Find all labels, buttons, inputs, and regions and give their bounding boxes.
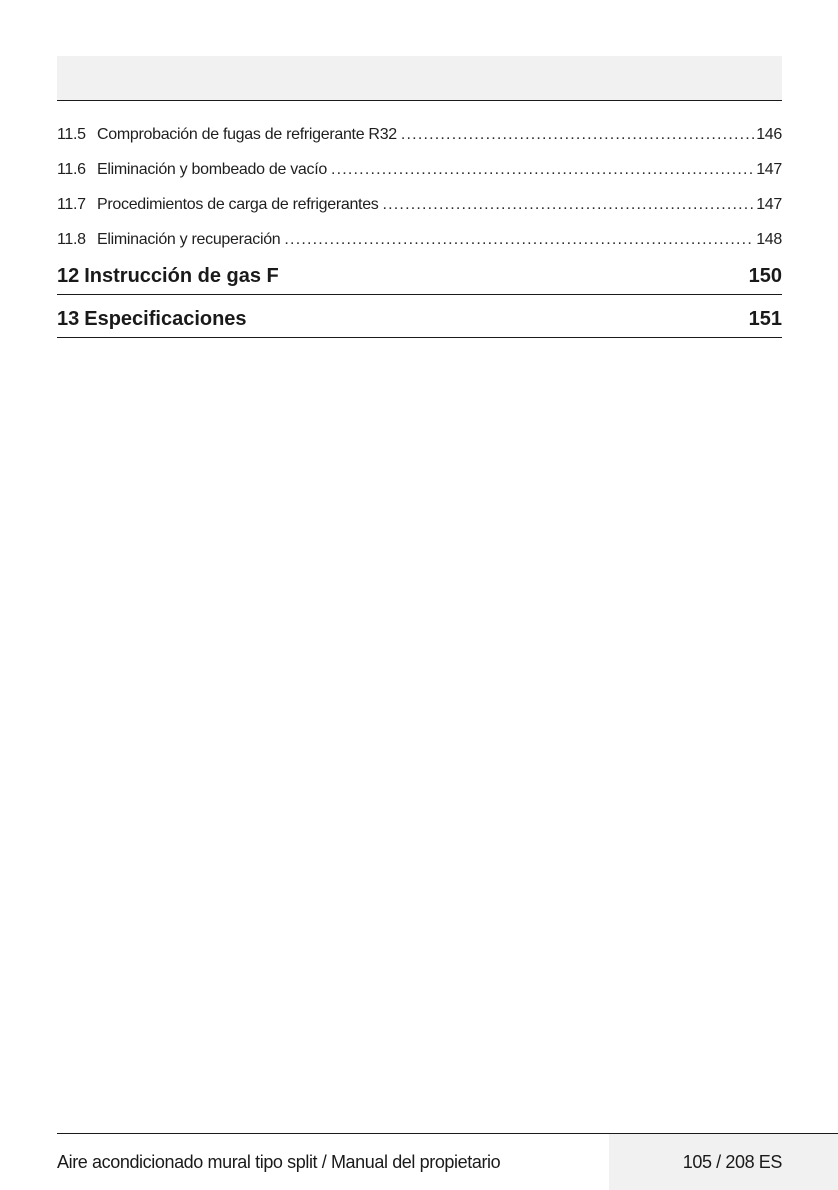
chapter-page: 151 bbox=[748, 308, 782, 330]
footer-manual-title: Aire acondicionado mural tipo split / Manual del propietario bbox=[57, 1152, 501, 1172]
toc-entry-number: 11.5 bbox=[57, 126, 86, 143]
table-of-contents bbox=[57, 126, 782, 338]
dot-leader bbox=[383, 196, 755, 214]
toc-entry-title: Comprobación de fugas de refrigerante R32 bbox=[97, 126, 397, 143]
toc-entry-title: Eliminación y bombeado de vacío bbox=[97, 161, 327, 178]
toc-entry-title: Procedimientos de carga de refrigerantes bbox=[97, 196, 379, 213]
toc-chapter-13[interactable] bbox=[57, 304, 782, 338]
toc-entry-title: Eliminación y recuperación bbox=[97, 231, 281, 248]
chapter-title: Instrucción de gas F bbox=[84, 265, 279, 287]
chapter-number: 13 bbox=[57, 308, 80, 330]
dot-leader bbox=[331, 161, 754, 179]
toc-entry-page: 147 bbox=[756, 161, 782, 178]
toc-entry-number: 11.7 bbox=[57, 196, 86, 213]
chapter-page: 150 bbox=[748, 265, 782, 287]
footer-page-indicator: 105 / 208 ES bbox=[682, 1152, 782, 1172]
toc-entry-number: 11.8 bbox=[57, 231, 86, 248]
toc-chapter-12[interactable] bbox=[57, 261, 782, 295]
chapter-title: Especificaciones bbox=[84, 308, 247, 330]
toc-entry-page: 146 bbox=[756, 126, 782, 143]
toc-entry-page: 148 bbox=[756, 231, 782, 248]
dot-leader bbox=[284, 231, 754, 249]
toc-entry-11-6[interactable] bbox=[57, 161, 782, 196]
toc-entry-number: 11.6 bbox=[57, 161, 86, 178]
toc-entry-11-5[interactable] bbox=[57, 126, 782, 161]
toc-entry-page: 147 bbox=[756, 196, 782, 213]
footer-page-box bbox=[609, 1134, 838, 1190]
header-band bbox=[57, 56, 782, 101]
chapter-number: 12 bbox=[57, 265, 80, 287]
dot-leader bbox=[401, 126, 754, 144]
toc-entry-11-7[interactable] bbox=[57, 196, 782, 231]
